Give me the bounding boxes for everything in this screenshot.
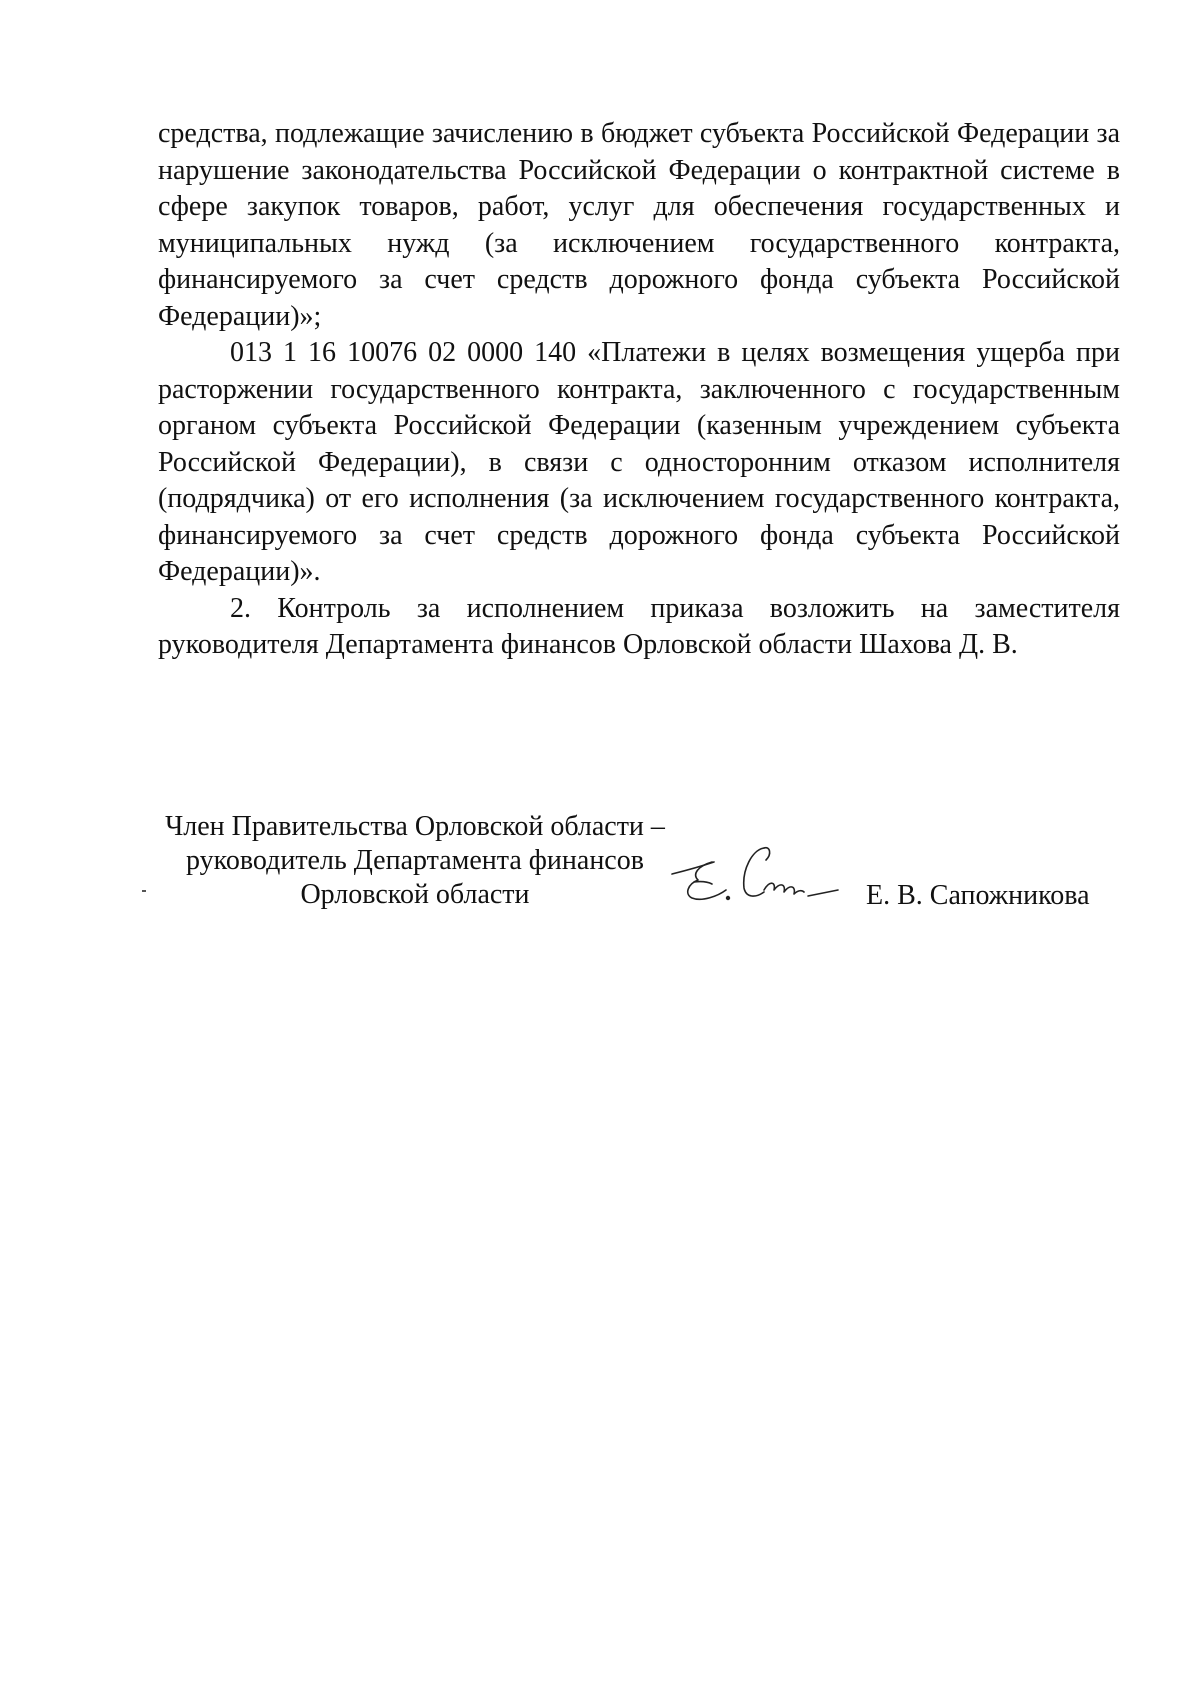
paragraph-control-clause: 2. Контроль за исполнением приказа возложить на заместителя руководителя Департамента финансов Орловской области Шахова Д. В. [158, 592, 1120, 660]
handwritten-signature [668, 840, 843, 910]
scan-artifact [142, 890, 146, 892]
document-body [158, 116, 1120, 664]
signatory-title-line: руководитель Департамента финансов [186, 845, 644, 876]
paragraph-income-code-description: средства, подлежащие зачислению в бюджет субъекта Российской Федерации за нарушение законодательства Российской Федерации о контрактной системе в сфере закупок товаров, работ, услуг для обеспечения государственных и муниципальных нужд (за исключением государственного контракта, финансируемого за счет средств дорожного фонда субъекта Российской Федерации)»; [158, 118, 1120, 332]
paragraph-income-code-013: 013 1 16 10076 02 0000 140 «Платежи в целях возмещения ущерба при расторжении государственного контракта, заключенного с государственным органом субъекта Российской Федерации (казенным учреждением субъекта Российской Федерации), в связи с односторонним отказом исполнителя (подрядчика) от его исполнения (за исключением государственного контракта, финансируемого за счет средств дорожного фонда субъекта Российской Федерации)». [158, 337, 1120, 587]
signatory-title-line: Орловской области [300, 879, 530, 910]
signatory-title-line: Член Правительства Орловской области – [165, 811, 665, 842]
signatory-name: Е. В. Сапожникова [866, 880, 1090, 911]
signatory-title [150, 810, 680, 912]
